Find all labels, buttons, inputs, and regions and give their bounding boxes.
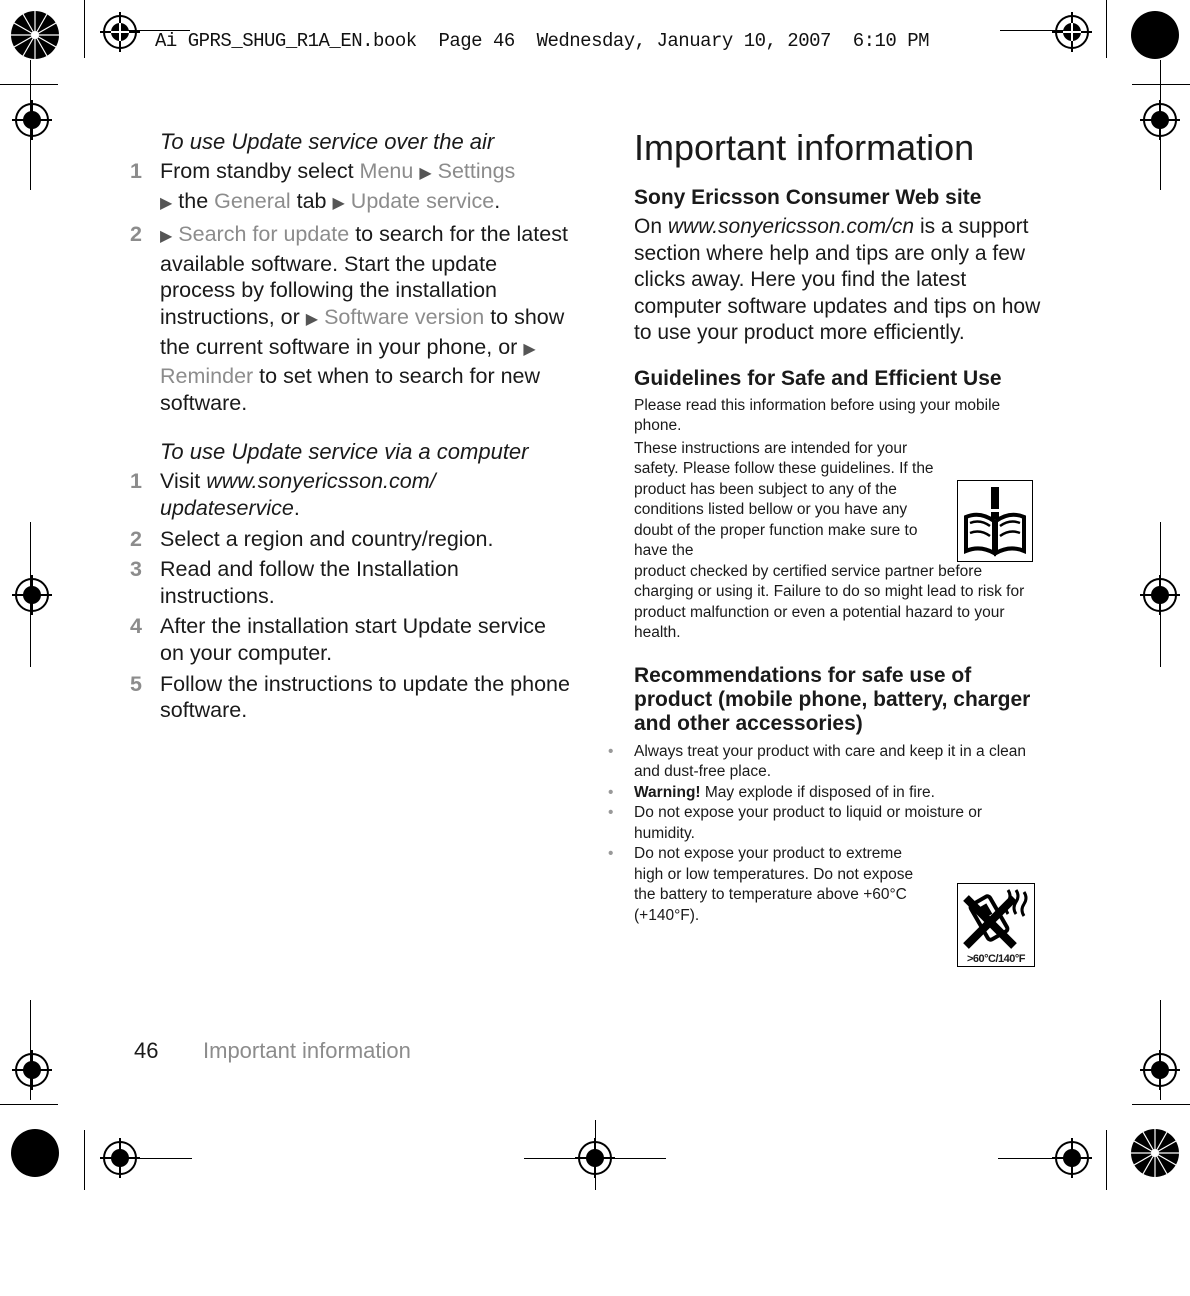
web-site-paragraph: On www.sonyericsson.com/cn is a support section where help and tips are only a few clicks away. Here you find the latest computer software updates and tips on how to use your product more efficiently. [634, 215, 1041, 344]
step-text: From standby select Menu ▶ Settings ▶ the General tab ▶ Update service. [160, 159, 516, 213]
list-item: • Warning! May explode if disposed of in fire. [608, 783, 1044, 804]
step-text: ▶ Search for update to search for the latest available software. Start the update process by following the installation instructions, or ▶ Software version to show the current software in your phone, or ▶ Reminder to set when to search for new software. [160, 222, 568, 415]
guidelines-intro: Please read this information before using your mobile phone. [634, 396, 1001, 434]
arrow-right-icon: ▶ [305, 310, 319, 328]
read-manual-warning-icon [957, 480, 1033, 562]
list-item [130, 158, 570, 217]
menu-path: Search for update [178, 222, 350, 247]
menu-path: Reminder [160, 364, 254, 389]
registration-mark-icon [575, 1138, 615, 1178]
web-site-heading: Sony Ericsson Consumer Web site [634, 186, 982, 209]
black-dot-icon [1130, 10, 1180, 60]
list-item [130, 671, 570, 724]
menu-path: Menu [359, 159, 414, 183]
registration-mark-icon [100, 1138, 140, 1178]
list-item [130, 556, 570, 609]
update-url: www.sonyericsson.com/ updateservice [160, 469, 436, 520]
arrow-right-icon: ▶ [332, 194, 345, 212]
bullet-icon: • [608, 845, 614, 862]
bullet-icon: • [608, 742, 614, 760]
list-item [130, 221, 570, 416]
list-item: • Do not expose your product to liquid or moisture or humidity. [608, 803, 1044, 844]
print-header: Ai GPRS_SHUG_R1A_EN.book Page 46 Wednesday, January 10, 2007 6:10 PM [155, 30, 930, 52]
registration-mark-icon [12, 575, 52, 615]
recommendations-heading: Recommendations for safe use of product (mobile phone, battery, charger and other accessories) [634, 663, 1031, 735]
step-number: 3 [130, 557, 142, 582]
step-text: Read and follow the Installation instructions. [160, 557, 459, 608]
section-heading-ota: To use Update service over the air [160, 129, 495, 154]
registration-mark-icon [1140, 1050, 1180, 1090]
menu-path: Software version [324, 304, 485, 329]
step-number: 2 [130, 526, 142, 551]
guidelines-body: These instructions are intended for your safety. Please follow these guidelines. If the product has been subject to any of the conditions listed bellow or you have any doubt of the proper function make sure to have the [634, 439, 934, 559]
list-item [130, 526, 570, 553]
arrow-right-icon: ▶ [523, 340, 536, 358]
step-number: 1 [130, 159, 142, 183]
left-column [130, 130, 570, 728]
temperature-warning-icon [957, 883, 1035, 967]
list-item: • Always treat your product with care and keep it in a clean and dust-free place. [608, 742, 1044, 783]
black-dot-icon [10, 1128, 60, 1178]
step-number: 5 [130, 671, 142, 696]
guidelines-heading: Guidelines for Safe and Efficient Use [634, 366, 1002, 390]
section-heading-computer: To use Update service via a computer [160, 439, 529, 465]
step-number: 4 [130, 614, 142, 639]
menu-path: Update service [350, 188, 495, 213]
registration-mark-icon [1052, 1138, 1092, 1178]
list-item [130, 613, 570, 666]
bullet-icon: • [608, 804, 614, 821]
arrow-right-icon: ▶ [160, 194, 173, 212]
arrow-right-icon: ▶ [419, 165, 432, 182]
registration-mark-icon [12, 1050, 52, 1090]
list-item [130, 468, 570, 521]
web-site-url: www.sonyericsson.com/cn [667, 215, 915, 238]
registration-mark-icon [1052, 12, 1092, 52]
color-wheel-icon [10, 10, 60, 60]
step-text: Follow the instructions to update the phone software. [160, 671, 570, 723]
step-number: 2 [130, 222, 142, 247]
arrow-right-icon: ▶ [160, 228, 173, 246]
step-text: Visit www.sonyericsson.com/ updateservice. [160, 469, 436, 520]
menu-path: Settings [437, 159, 516, 183]
step-text: After the installation start Update service on your computer. [160, 614, 546, 665]
registration-mark-icon [12, 100, 52, 140]
footer-section-label: Important information [203, 1038, 411, 1063]
guidelines-body-cont: product checked by certified service partner before charging or using it. Failure to do so might lead to risk for product malfunction or even a potential hazard to your health. [634, 562, 1025, 641]
registration-mark-icon [1140, 100, 1180, 140]
page-title: Important information [634, 127, 975, 168]
warning-label: Warning! [634, 783, 701, 801]
step-number: 1 [130, 469, 142, 494]
color-wheel-icon [1130, 1128, 1180, 1178]
menu-path: General [214, 188, 291, 213]
step-text: Select a region and country/region. [160, 526, 494, 551]
list-item: • Do not expose your product to extreme high or low temperatures. Do not expose the battery to temperature above +60°C (+140°F). [608, 844, 1044, 926]
temperature-label: >60°C/140°F [966, 953, 1026, 965]
page-number: 46 [134, 1038, 159, 1063]
registration-mark-icon [1140, 575, 1180, 615]
registration-mark-icon [100, 12, 140, 52]
bullet-icon: • [608, 783, 614, 801]
